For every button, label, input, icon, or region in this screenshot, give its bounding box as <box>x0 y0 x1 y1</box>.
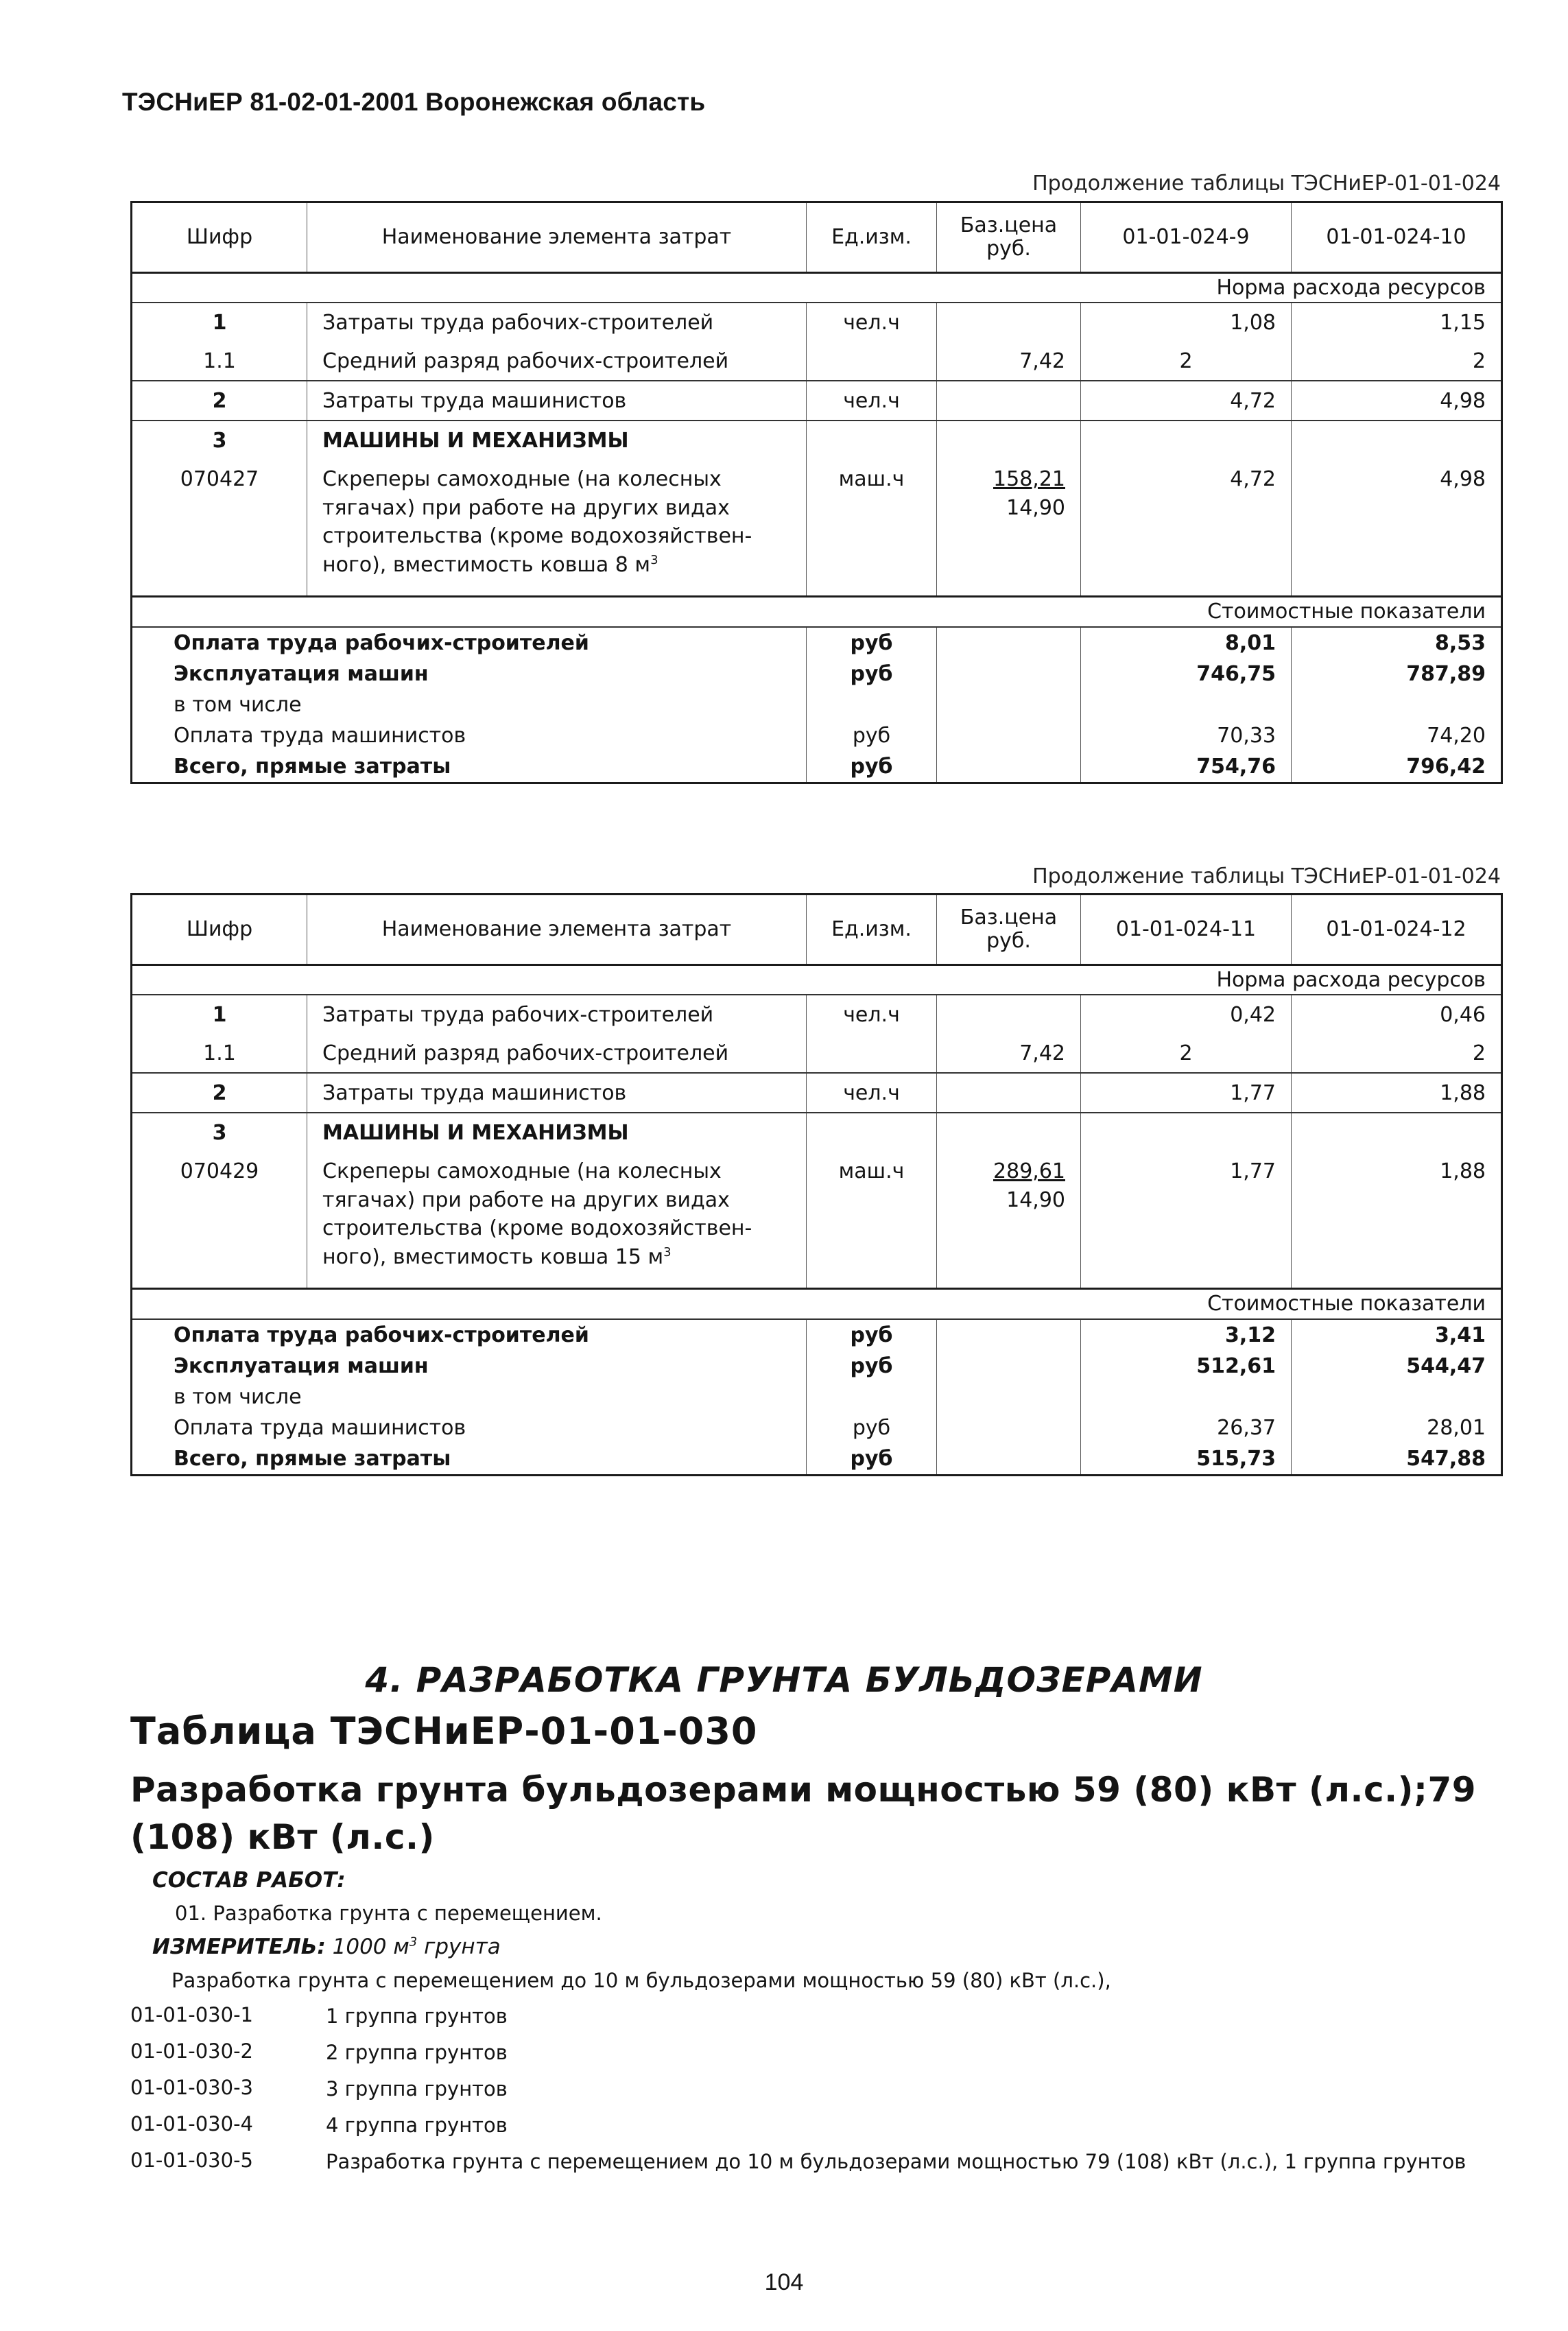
work-item: 01. Разработка грунта с перемещением. <box>175 1902 602 1925</box>
document-header: ТЭСНиЕР 81-02-01-2001 Воронежская область <box>122 88 706 116</box>
table-subtitle: Разработка грунта бульдозерами мощностью 59 (80) кВт (л.с.);79 (108) кВт (л.с.) <box>130 1770 1477 1857</box>
machine-description: Скреперы самоходные (на колесных тягачах) при работе на других видах строительства (кроме водохозяйствен- ного), вместимость ковша 15 $м^3$ <box>307 1152 807 1289</box>
list-item: 01-01-030-5 Разработка грунта с перемещением до 10 м бульдозерами мощностью 79 (108) кВт (л.с.), 1 группа грунтов <box>130 2149 1466 2173</box>
cost-row: Эксплуатация машин руб 746,75 787,89 <box>132 659 1502 689</box>
meter-unit: грунта <box>424 1934 501 1959</box>
meter-line: ИЗМЕРИТЕЛЬ: 1000 $м^3$ грунта <box>152 1934 501 1959</box>
table-title: Таблица ТЭСНиЕР-01-01-030 <box>130 1709 758 1753</box>
list-item: 01-01-030-2 2 группа грунтов <box>130 2039 508 2064</box>
col-header-code: Шифр <box>132 895 307 965</box>
continuation-label: Продолжение таблицы ТЭСНиЕР-01-01-024 <box>1032 864 1501 888</box>
machine-description: Скреперы самоходные (на колесных тягачах) при работе на других видах строительства (кроме водохозяйствен- ного), вместимость ковша 8 $м^3$ <box>307 460 807 597</box>
section-row-norms: Норма расхода ресурсов <box>132 273 1502 303</box>
col-header-unit: Ед.изм. <box>807 895 937 965</box>
table-header-row <box>132 895 1502 965</box>
cost-row: в том числе <box>132 1382 1502 1412</box>
page-number: 104 <box>764 2269 804 2295</box>
table-row-machine: 070427 Скреперы самоходные (на колесных тягачах) при работе на других видах строительства (кроме водохозяйствен- ного), вместимость ковша 8 $м^3$ маш.ч 158,21 14,90 4,72 4,98 <box>132 460 1502 597</box>
norms-table-1 <box>130 201 1503 784</box>
cost-row-total: Всего, прямые затраты руб 515,73 547,88 <box>132 1443 1502 1476</box>
col-header-unit: Ед.изм. <box>807 202 937 273</box>
cost-row: Оплата труда рабочих-строителей руб 3,12 3,41 <box>132 1319 1502 1351</box>
col-header-base-price: Баз.цена руб. <box>937 895 1081 965</box>
table-row: 2 Затраты труда машинистов чел.ч 1,77 1,88 <box>132 1073 1502 1113</box>
section-title: 4. РАЗРАБОТКА ГРУНТА БУЛЬДОЗЕРАМИ <box>365 1660 1203 1700</box>
cost-row: Оплата труда рабочих-строителей руб 8,01 8,53 <box>132 627 1502 659</box>
section-row-costs: Стоимостные показатели <box>132 597 1502 627</box>
meter-value: 1000 м <box>332 1934 409 1959</box>
group-intro: Разработка грунта с перемещением до 10 м бульдозерами мощностью 59 (80) кВт (л.с.), <box>171 1969 1111 1992</box>
works-label: СОСТАВ РАБОТ: <box>152 1868 346 1893</box>
meter-label: ИЗМЕРИТЕЛЬ: <box>152 1934 326 1959</box>
code-list <box>130 2003 1495 2217</box>
cost-row: Оплата труда машинистов руб 26,37 28,01 <box>132 1412 1502 1443</box>
col-header-a: 01-01-024-11 <box>1081 895 1292 965</box>
continuation-label: Продолжение таблицы ТЭСНиЕР-01-01-024 <box>1032 171 1501 196</box>
cost-row-total: Всего, прямые затраты руб 754,76 796,42 <box>132 751 1502 783</box>
table-row: 2 Затраты труда машинистов чел.ч 4,72 4,98 <box>132 381 1502 421</box>
col-header-name: Наименование элемента затрат <box>307 895 807 965</box>
col-header-b: 01-01-024-12 <box>1292 895 1502 965</box>
table-row: 3 МАШИНЫ И МЕХАНИЗМЫ <box>132 421 1502 460</box>
list-item: 01-01-030-1 1 группа грунтов <box>130 2003 508 2028</box>
col-header-name: Наименование элемента затрат <box>307 202 807 273</box>
list-item: 01-01-030-4 4 группа грунтов <box>130 2112 508 2137</box>
cost-row: Оплата труда машинистов руб 70,33 74,20 <box>132 720 1502 751</box>
cost-row: Эксплуатация машин руб 512,61 544,47 <box>132 1351 1502 1382</box>
section-row-norms: Норма расхода ресурсов <box>132 965 1502 995</box>
cost-row: в том числе <box>132 689 1502 720</box>
section-row-costs: Стоимостные показатели <box>132 1289 1502 1319</box>
table-row: 3 МАШИНЫ И МЕХАНИЗМЫ <box>132 1113 1502 1152</box>
list-item: 01-01-030-3 3 группа грунтов <box>130 2076 508 2101</box>
col-header-code: Шифр <box>132 202 307 273</box>
table-row: 1.1 Средний разряд рабочих-строителей 7,42 2 2 <box>132 1034 1502 1073</box>
table-row: 1 Затраты труда рабочих-строителей чел.ч 1,08 1,15 <box>132 303 1502 342</box>
norms-table-2 <box>130 893 1503 1476</box>
col-header-a: 01-01-024-9 <box>1081 202 1292 273</box>
table-header-row <box>132 202 1502 273</box>
col-header-b: 01-01-024-10 <box>1292 202 1502 273</box>
table-row-machine: 070429 Скреперы самоходные (на колесных тягачах) при работе на других видах строительства (кроме водохозяйствен- ного), вместимость ковша 15 $м^3$ маш.ч 289,61 14,90 1,77 1,88 <box>132 1152 1502 1289</box>
table-row: 1 Затраты труда рабочих-строителей чел.ч 0,42 0,46 <box>132 995 1502 1034</box>
table-row: 1.1 Средний разряд рабочих-строителей 7,42 2 2 <box>132 342 1502 381</box>
col-header-base-price: Баз.цена руб. <box>937 202 1081 273</box>
